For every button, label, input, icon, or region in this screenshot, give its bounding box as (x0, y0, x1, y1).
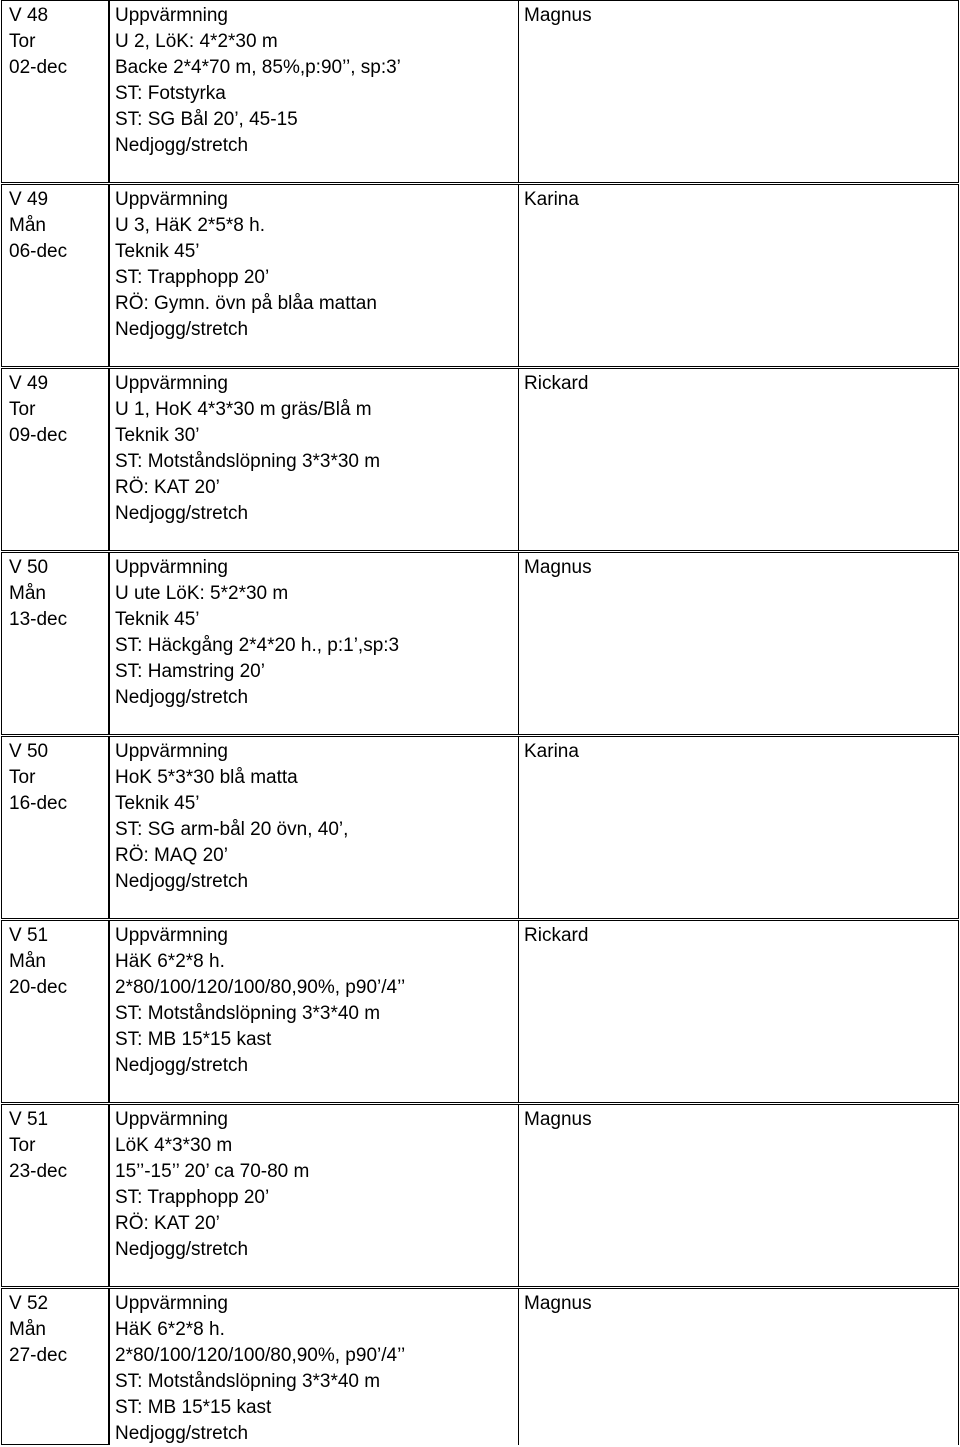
date-cell (1, 184, 108, 367)
activity-line: 2*80/100/120/100/80,90%, p90’/4’’ (115, 977, 406, 998)
date-cell (1, 736, 108, 919)
date-cell (1, 368, 108, 551)
activity-line: Nedjogg/stretch (115, 135, 249, 156)
activity-line: HäK 6*2*8 h. (115, 951, 225, 972)
activity-line: ST: Häckgång 2*4*20 h., p:1’,sp:3 (115, 635, 400, 656)
activities-cell (108, 1288, 518, 1445)
leader-cell (518, 368, 959, 551)
activity-line: Nedjogg/stretch (115, 687, 249, 708)
activity-line: HäK 6*2*8 h. (115, 1319, 225, 1340)
leader-cell (518, 552, 959, 735)
date-label: 23-dec (9, 1161, 68, 1182)
activities-cell (108, 552, 518, 735)
activities-cell (108, 736, 518, 919)
week-label: V 50 (9, 741, 49, 762)
week-label: V 51 (9, 1109, 49, 1130)
activity-line: ST: Fotstyrka (115, 83, 226, 104)
week-label: V 50 (9, 557, 49, 578)
leader-name: Karina (524, 189, 579, 210)
date-cell (1, 552, 108, 735)
activity-line: ST: SG Bål 20’, 45-15 (115, 109, 298, 130)
activity-line: Uppvärmning (115, 925, 228, 946)
leader-cell (518, 920, 959, 1103)
leader-name: Magnus (524, 5, 592, 26)
activity-line: RÖ: KAT 20’ (115, 1213, 220, 1234)
schedule-row (0, 552, 960, 735)
date-cell (1, 1104, 108, 1287)
activities-cell (108, 184, 518, 367)
activity-line: Nedjogg/stretch (115, 319, 249, 340)
activity-line: U ute LöK: 5*2*30 m (115, 583, 289, 604)
activities-cell (108, 920, 518, 1103)
date-cell (1, 1288, 108, 1445)
activity-line: Nedjogg/stretch (115, 1239, 249, 1260)
activity-line: Uppvärmning (115, 1109, 228, 1130)
activity-line: 15’’-15’’ 20’ ca 70-80 m (115, 1161, 310, 1182)
activity-line: Uppvärmning (115, 5, 228, 26)
activities-cell (108, 0, 518, 183)
leader-name: Karina (524, 741, 579, 762)
schedule-row (0, 736, 960, 919)
activities-cell (108, 368, 518, 551)
activity-line: Teknik 45’ (115, 241, 200, 262)
day-label: Tor (9, 399, 36, 420)
activity-line: U 1, HoK 4*3*30 m gräs/Blå m (115, 399, 372, 420)
leader-cell (518, 0, 959, 183)
leader-name: Rickard (524, 925, 589, 946)
day-label: Mån (9, 951, 46, 972)
schedule-row (0, 368, 960, 551)
activity-line: U 2, LöK: 4*2*30 m (115, 31, 278, 52)
activity-line: RÖ: KAT 20’ (115, 477, 220, 498)
activity-line: Uppvärmning (115, 557, 228, 578)
leader-name: Rickard (524, 373, 589, 394)
activity-line: RÖ: Gymn. övn på blåa mattan (115, 293, 377, 314)
leader-name: Magnus (524, 557, 592, 578)
activity-line: LöK 4*3*30 m (115, 1135, 233, 1156)
week-label: V 48 (9, 5, 49, 26)
activity-line: ST: Motståndslöpning 3*3*40 m (115, 1371, 381, 1392)
schedule-row (0, 920, 960, 1103)
week-label: V 49 (9, 373, 49, 394)
activity-line: Teknik 45’ (115, 793, 200, 814)
activity-line: Uppvärmning (115, 373, 228, 394)
activity-line: Backe 2*4*70 m, 85%,p:90’’, sp:3’ (115, 57, 401, 78)
leader-cell (518, 1288, 959, 1445)
activity-line: Uppvärmning (115, 741, 228, 762)
activity-line: ST: Trapphopp 20’ (115, 1187, 270, 1208)
activity-line: RÖ: MAQ 20’ (115, 845, 228, 866)
activity-line: Uppvärmning (115, 1293, 228, 1314)
date-label: 02-dec (9, 57, 68, 78)
activity-line: HoK 5*3*30 blå matta (115, 767, 298, 788)
date-label: 27-dec (9, 1345, 68, 1366)
leader-name: Magnus (524, 1109, 592, 1130)
activity-line: ST: Motståndslöpning 3*3*30 m (115, 451, 381, 472)
activities-cell (108, 1104, 518, 1287)
activity-line: Nedjogg/stretch (115, 503, 249, 524)
activity-line: Teknik 45’ (115, 609, 200, 630)
date-cell (1, 0, 108, 183)
activity-line: ST: Hamstring 20’ (115, 661, 265, 682)
leader-cell (518, 1104, 959, 1287)
date-label: 16-dec (9, 793, 68, 814)
activity-line: Uppvärmning (115, 189, 228, 210)
activity-line: ST: MB 15*15 kast (115, 1029, 272, 1050)
activity-line: Teknik 30’ (115, 425, 200, 446)
schedule-row (0, 0, 960, 183)
day-label: Tor (9, 31, 36, 52)
activity-line: Nedjogg/stretch (115, 1055, 249, 1076)
week-label: V 52 (9, 1293, 49, 1314)
activity-line: 2*80/100/120/100/80,90%, p90’/4’’ (115, 1345, 406, 1366)
schedule-row (0, 184, 960, 367)
week-label: V 51 (9, 925, 49, 946)
date-label: 20-dec (9, 977, 68, 998)
activity-line: ST: Motståndslöpning 3*3*40 m (115, 1003, 381, 1024)
activity-line: ST: SG arm-bål 20 övn, 40’, (115, 819, 349, 840)
leader-name: Magnus (524, 1293, 592, 1314)
leader-cell (518, 184, 959, 367)
day-label: Mån (9, 215, 46, 236)
activity-line: Nedjogg/stretch (115, 1423, 249, 1444)
day-label: Tor (9, 767, 36, 788)
week-label: V 49 (9, 189, 49, 210)
day-label: Mån (9, 1319, 46, 1340)
schedule-row (0, 1288, 960, 1445)
date-label: 06-dec (9, 241, 68, 262)
schedule-row (0, 1104, 960, 1287)
day-label: Tor (9, 1135, 36, 1156)
date-label: 13-dec (9, 609, 68, 630)
activity-line: ST: MB 15*15 kast (115, 1397, 272, 1418)
activity-line: Nedjogg/stretch (115, 871, 249, 892)
date-cell (1, 920, 108, 1103)
activity-line: ST: Trapphopp 20’ (115, 267, 270, 288)
day-label: Mån (9, 583, 46, 604)
activity-line: U 3, HäK 2*5*8 h. (115, 215, 265, 236)
leader-cell (518, 736, 959, 919)
date-label: 09-dec (9, 425, 68, 446)
